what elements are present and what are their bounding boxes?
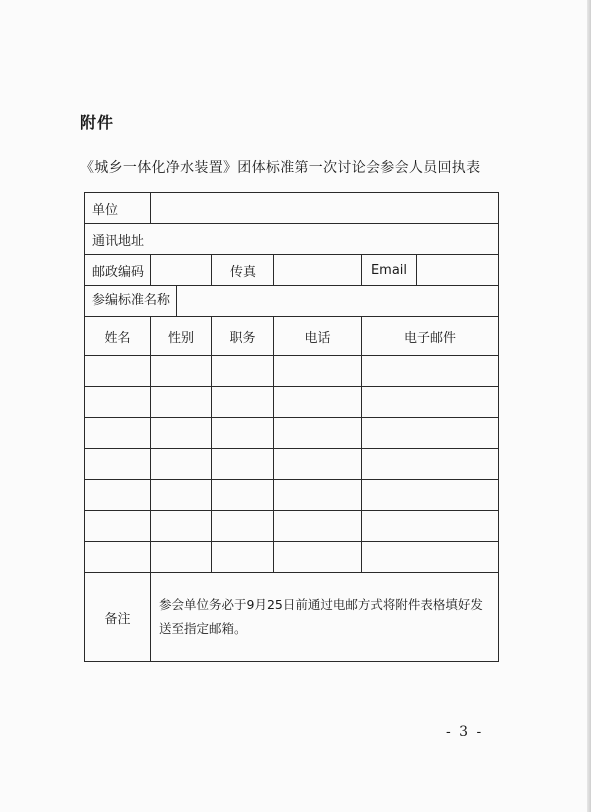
table-row [85,356,499,387]
col-header-phone: 电话 [274,317,362,356]
cell-gender[interactable] [151,449,212,480]
cell-email[interactable] [362,449,499,480]
table-row [85,387,499,418]
table-row [85,511,499,542]
cell-gender[interactable] [151,542,212,573]
cell-phone[interactable] [274,511,362,542]
col-header-position: 职务 [212,317,274,356]
label-email: Email [362,255,417,286]
cell-gender[interactable] [151,511,212,542]
page-number: - 3 - [446,724,484,740]
input-postcode[interactable] [151,255,212,286]
cell-name[interactable] [85,387,151,418]
row-unit [85,193,499,224]
receipt-form-table [84,192,499,662]
cell-position[interactable] [212,449,274,480]
table-row [85,449,499,480]
label-remarks: 备注 [85,573,151,662]
row-remarks [85,573,499,662]
form-title: 《城乡一体化净水装置》团体标准第一次讨论会参会人员回执表 [80,160,481,176]
column-header-row [85,317,499,356]
label-fax: 传真 [212,255,274,286]
cell-gender[interactable] [151,480,212,511]
row-standard [85,286,499,317]
label-standard-name[interactable] [85,286,499,317]
cell-phone[interactable] [274,356,362,387]
remarks-text: 参会单位务必于9月25日前通过电邮方式将附件表格填好发送至指定邮箱。 [159,597,483,636]
cell-email[interactable] [362,511,499,542]
cell-name[interactable] [85,542,151,573]
table-row [85,418,499,449]
scan-edge [587,0,591,812]
col-header-gender: 性别 [151,317,212,356]
label-unit: 单位 [85,193,151,224]
input-email[interactable] [417,255,499,286]
cell-email[interactable] [362,418,499,449]
cell-email[interactable] [362,542,499,573]
table-row [85,542,499,573]
cell-phone[interactable] [274,542,362,573]
attachment-heading: 附件 [80,113,115,132]
col-header-name: 姓名 [85,317,151,356]
cell-phone[interactable] [274,449,362,480]
cell-name[interactable] [85,449,151,480]
row-contact [85,255,499,286]
cell-email[interactable] [362,387,499,418]
cell-name[interactable] [85,480,151,511]
cell-gender[interactable] [151,418,212,449]
cell-phone[interactable] [274,480,362,511]
cell-name[interactable] [85,418,151,449]
cell-position[interactable] [212,480,274,511]
cell-name[interactable] [85,356,151,387]
remarks-cell [151,573,499,662]
entry-rows [85,356,499,573]
cell-position[interactable] [212,511,274,542]
cell-gender[interactable] [151,387,212,418]
standard-name-label: 参编标准名称 [92,286,177,316]
input-unit[interactable] [151,193,499,224]
label-address[interactable]: 通讯地址 [85,224,499,255]
row-address [85,224,499,255]
cell-position[interactable] [212,387,274,418]
cell-phone[interactable] [274,387,362,418]
cell-phone[interactable] [274,418,362,449]
cell-name[interactable] [85,511,151,542]
cell-email[interactable] [362,356,499,387]
label-postcode: 邮政编码 [85,255,151,286]
cell-gender[interactable] [151,356,212,387]
cell-email[interactable] [362,480,499,511]
cell-position[interactable] [212,356,274,387]
cell-position[interactable] [212,418,274,449]
cell-position[interactable] [212,542,274,573]
col-header-email: 电子邮件 [362,317,499,356]
input-fax[interactable] [274,255,362,286]
table-row [85,480,499,511]
